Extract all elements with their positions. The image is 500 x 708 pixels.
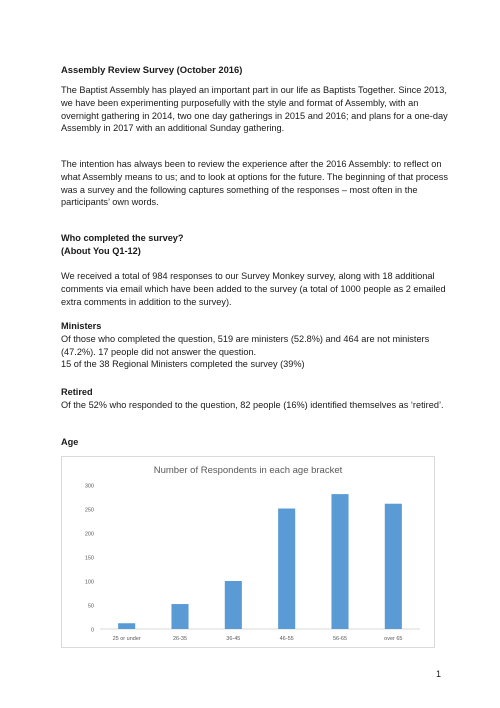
ministers-line-1: Of those who completed the question, 519 are ministers (52.8%) and 464 are not ministers (47.2%). 17 people did not answer the question.	[61, 333, 430, 357]
bar-over-65	[385, 504, 402, 629]
ministers-line-2: 15 of the 38 Regional Ministers completed the survey (39%)	[61, 359, 305, 370]
bar-36-45	[225, 581, 242, 629]
y-tick-label: 0	[90, 627, 94, 634]
section-body-retired: Of the 52% who responded to the question, 82 people (16%) identified themselves as ‘retired’.	[61, 399, 444, 410]
x-tick-label: over 65	[384, 636, 403, 642]
x-tick-label: 36-45	[226, 636, 241, 642]
chart-title: Number of Respondents in each age bracket	[153, 465, 343, 476]
bar-56-65	[331, 494, 348, 629]
y-tick-label: 200	[84, 531, 94, 538]
y-tick-label: 100	[84, 579, 94, 586]
y-tick-label: 300	[84, 483, 94, 490]
section-heading-age: Age	[61, 437, 79, 447]
bar-26-35	[171, 604, 188, 629]
age-chart-svg	[62, 457, 434, 647]
x-tick-label: 46-55	[279, 636, 294, 642]
section-heading-ministers: Ministers	[61, 321, 102, 331]
bar-46-55	[278, 509, 295, 629]
section-heading-who: Who completed the survey?	[61, 233, 184, 243]
x-tick-label: 25 or under	[112, 636, 141, 642]
section-subheading-who: (About You Q1-12)	[61, 245, 141, 256]
x-tick-label: 26-35	[172, 636, 188, 642]
y-tick-label: 150	[84, 555, 94, 562]
y-tick-label: 250	[84, 507, 94, 514]
section-body-who: We received a total of 984 responses to our Survey Monkey survey, along with 18 additional comments via email which have been added to the survey (a total of 1000 people as 2 emailed extra comments in addition to the survey).	[61, 271, 446, 307]
document-title: Assembly Review Survey (October 2016)	[61, 64, 243, 75]
x-tick-label: 56-65	[332, 636, 348, 642]
y-tick-label: 50	[87, 603, 94, 610]
section-heading-retired: Retired	[61, 387, 93, 397]
section-body-ministers	[61, 333, 456, 371]
page-number: 1	[436, 669, 442, 679]
intro-paragraph-2: The intention has always been to review the experience after the 2016 Assembly: to reflect on what Assembly means to us; and to look at options for the future. The beginning of that process was a survey and the following captures something of the responses – most often in the participants’ own words.	[61, 159, 448, 208]
bar-25-or-under	[118, 623, 135, 629]
intro-paragraph-1: The Baptist Assembly has played an important part in our life as Baptists Together. Since 2013, we have been experimenting purposefully with the style and format of Assembly, with an overnight gathering in 2014, two one day gatherings in 2015 and 2016; and plans for a one-day Assembly in 2017 with an additional Sunday gathering.	[61, 85, 448, 134]
age-chart	[61, 456, 435, 648]
